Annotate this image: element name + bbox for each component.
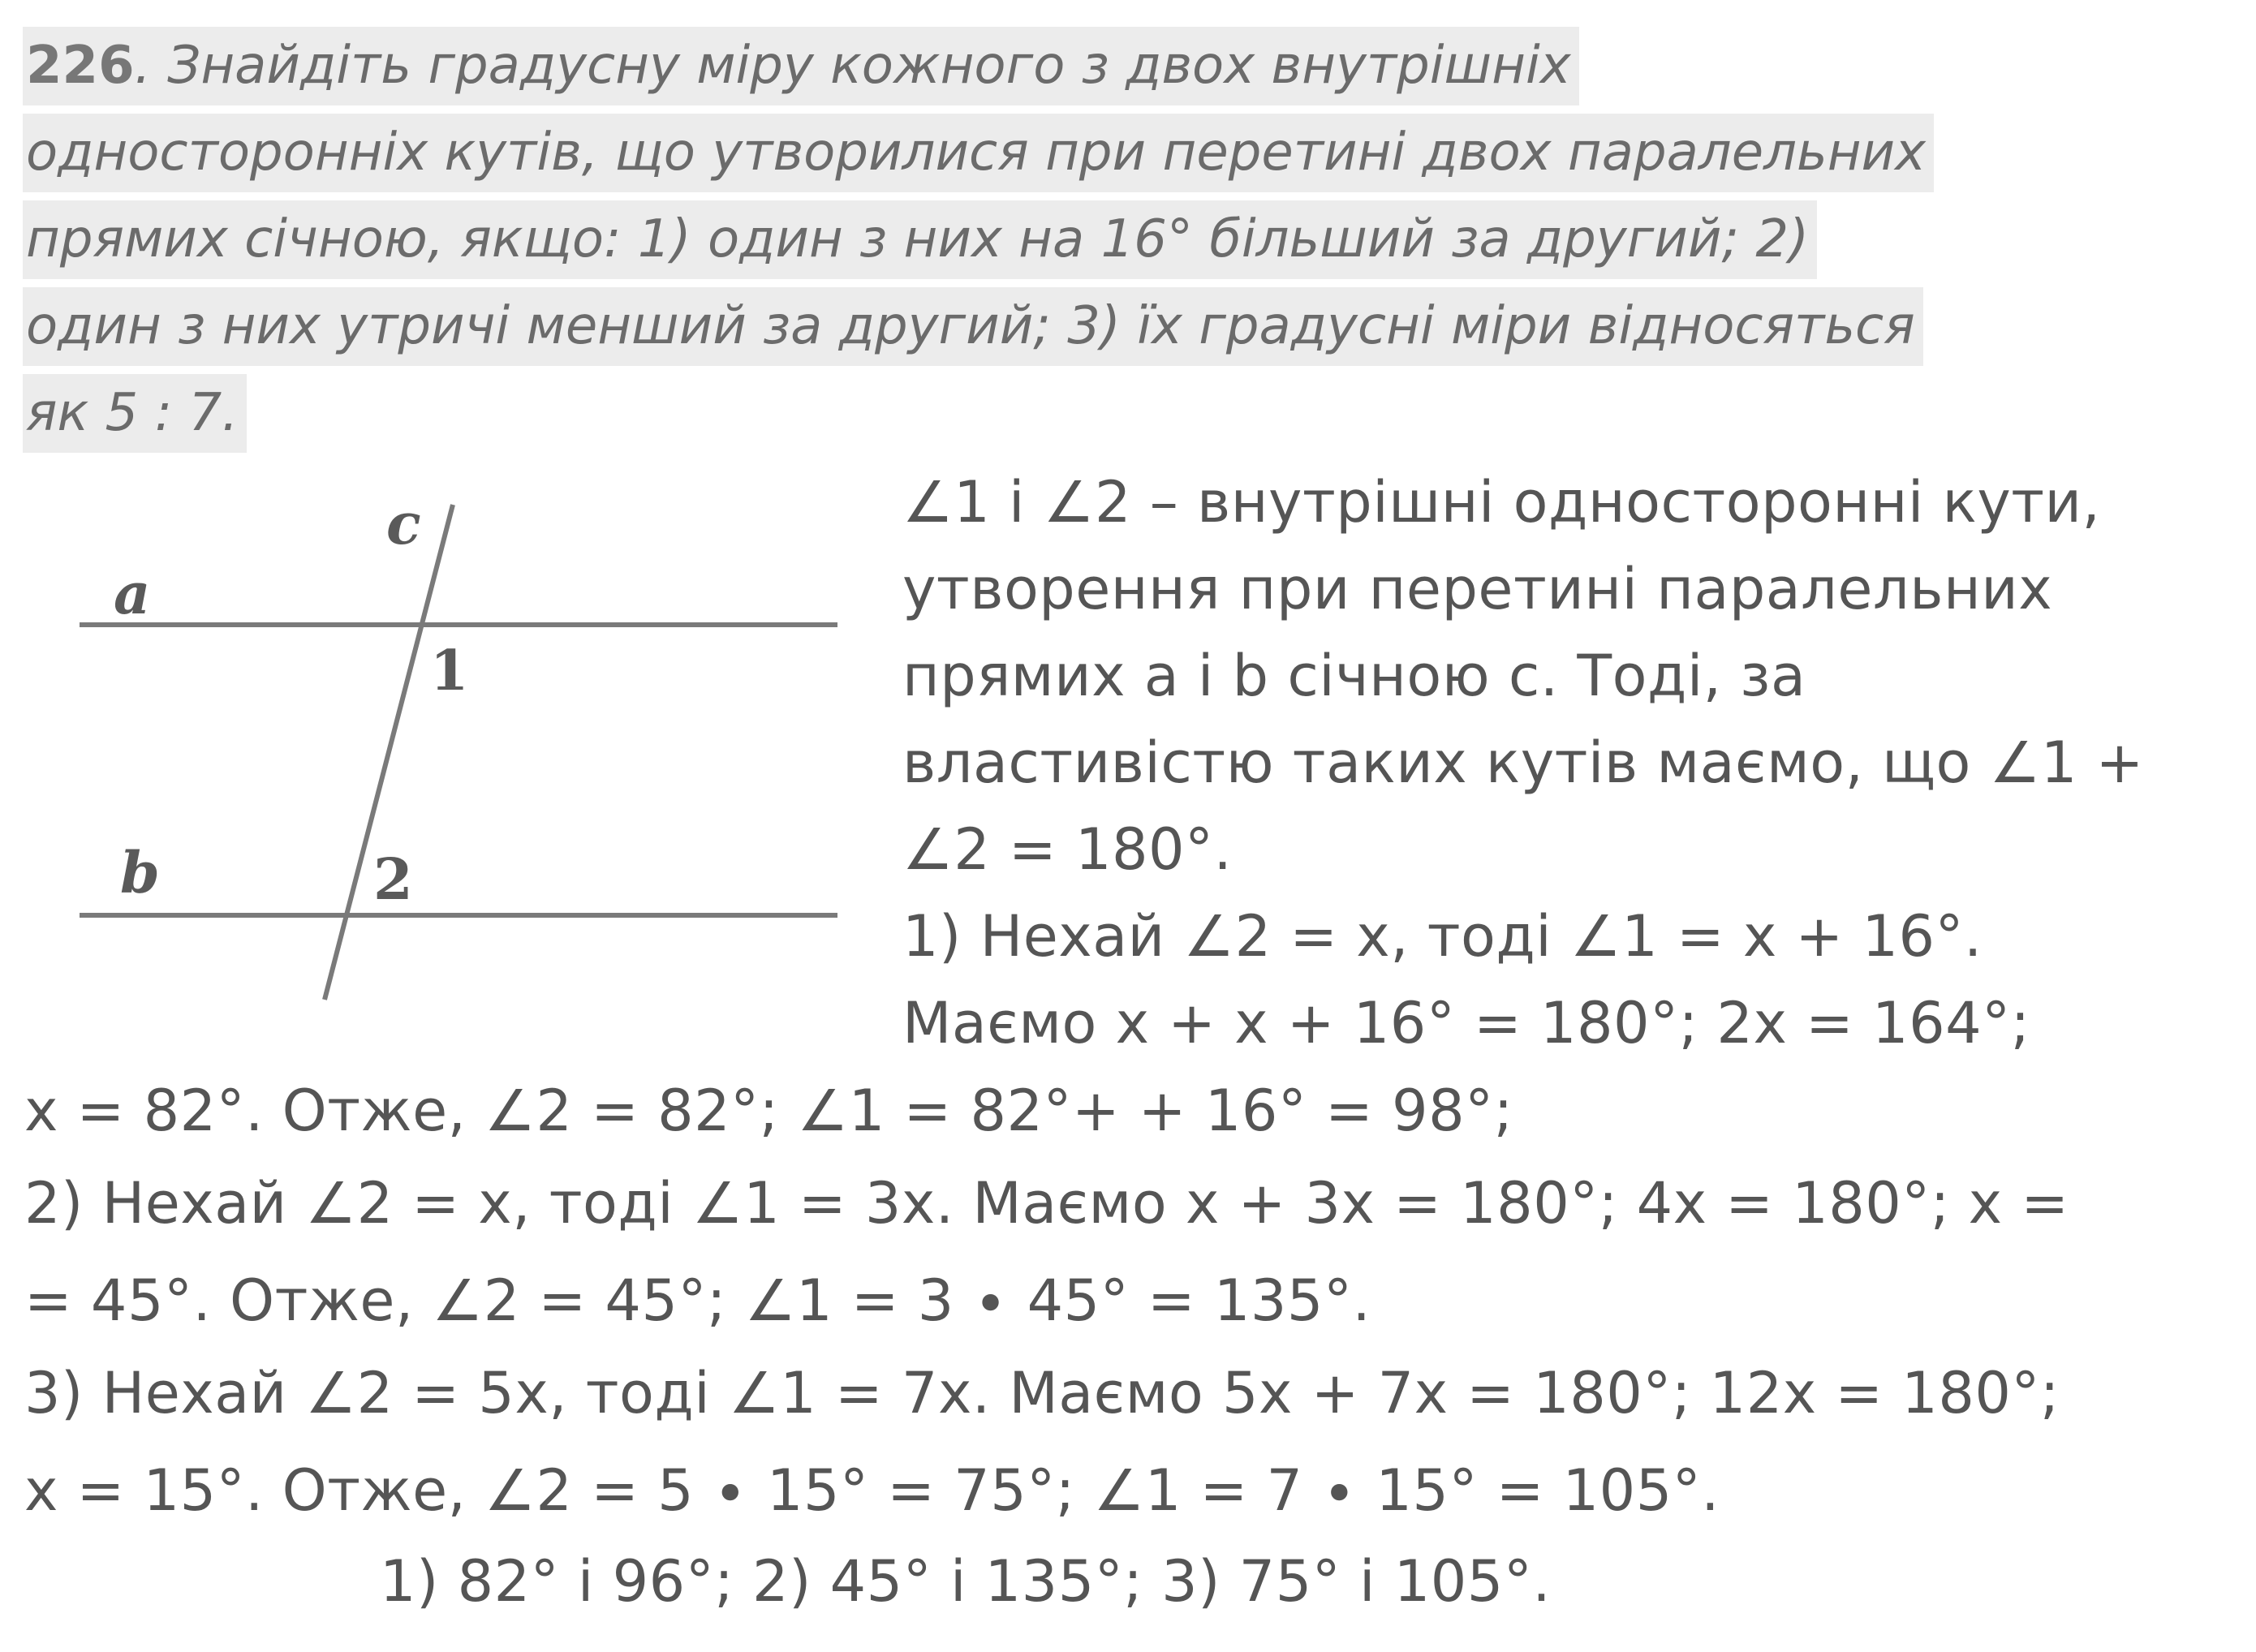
solution-line: 1) Нехай ∠2 = x, тоді ∠1 = x + 16°. [902, 903, 1983, 970]
problem-line [23, 110, 2230, 196]
solution-line: 3) Нехай ∠2 = 5x, тоді ∠1 = 7x. Маємо 5x + 7x = 180°; 12x = 180°; [24, 1360, 2060, 1426]
label-b: b [120, 839, 160, 906]
solution-line: властивістю таких кутів маємо, що ∠1 + [902, 729, 2144, 796]
problem-text: односторонніх кутів, що утворилися при перетині двох паралельних [23, 114, 1934, 192]
transversal-c [325, 505, 453, 1000]
solution-line: x = 82°. Отже, ∠2 = 82°; ∠1 = 82°+ + 16° = 98°; [24, 1078, 1513, 1144]
problem-statement [23, 23, 2230, 457]
problem-text: прямих січною, якщо: 1) один з них на 16° більший за другий; 2) [23, 200, 1817, 279]
parallel-lines-figure [0, 454, 860, 1022]
label-angle-2: 2 [373, 845, 413, 913]
solution-line: 2) Нехай ∠2 = x, тоді ∠1 = 3x. Маємо x + 3x = 180°; 4x = 180°; x = [24, 1170, 2069, 1237]
answer-line: 1) 82° і 96°; 2) 45° і 135°; 3) 75° і 105°. [380, 1548, 1552, 1615]
problem-line [23, 283, 2230, 370]
solution-line: x = 15°. Отже, ∠2 = 5 ∙ 15° = 75°; ∠1 = 7 ∙ 15° = 105°. [24, 1457, 1720, 1524]
label-c: c [386, 490, 421, 557]
label-angle-1: 1 [430, 639, 469, 703]
solution-line: Маємо x + x + 16° = 180°; 2x = 164°; [902, 990, 2030, 1056]
problem-line [23, 196, 2230, 283]
problem-line [23, 23, 2230, 110]
solution-line: утворення при перетині паралельних [902, 556, 2053, 622]
solution-line: ∠2 = 180°. [902, 816, 1233, 883]
solution-line: = 45°. Отже, ∠2 = 45°; ∠1 = 3 ∙ 45° = 135°. [24, 1267, 1371, 1334]
problem-text: . Знайдіть градусну міру кожного з двох внутрішніх [134, 36, 1571, 96]
problem-line [23, 370, 2230, 457]
solution-line: ∠1 і ∠2 – внутрішні односторонні кути, [902, 469, 2101, 536]
label-a: a [114, 560, 151, 627]
solution-line: прямих a і b січною c. Тоді, за [902, 643, 1806, 709]
problem-number: 226 [26, 36, 135, 96]
problem-text: як 5 : 7. [23, 374, 247, 453]
problem-text: один з них утричі менший за другий; 3) їх градусні міри відносяться [23, 287, 1923, 366]
